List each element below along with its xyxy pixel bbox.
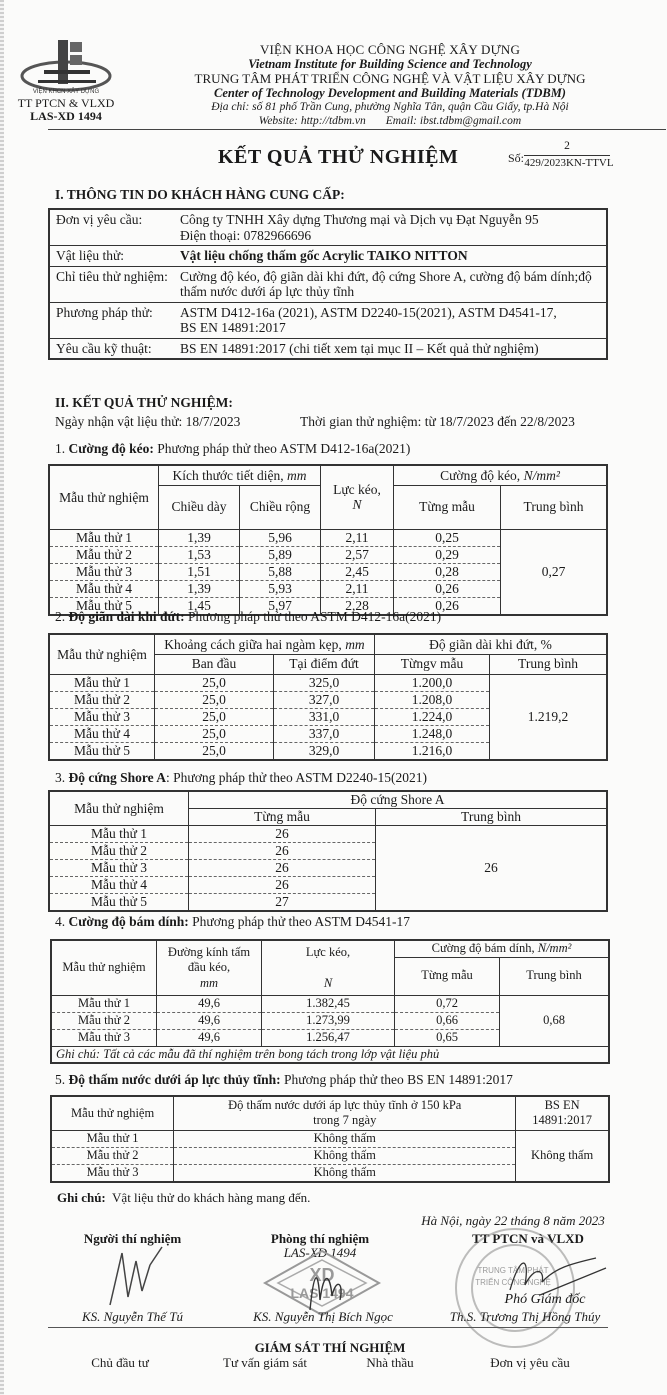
table-cell: 26 [189, 859, 376, 876]
adhesion-table [50, 939, 610, 1064]
table-cell: 25,0 [155, 708, 274, 725]
report-code: 429/2023KN-TTVL [524, 157, 614, 169]
table-cell: 2,28 [321, 597, 394, 615]
table-row [49, 529, 607, 546]
table-cell: Mẫu thử 4 [49, 876, 189, 893]
table-cell: Ban đầu [155, 654, 274, 674]
table-cell: Tại điểm đứt [274, 654, 375, 674]
table-cell: Đường kính tấm đầu kéo, mm [157, 940, 262, 995]
table-cell: 25,0 [155, 674, 274, 691]
place-date: Hà Nội, ngày 22 tháng 8 năm 2023 [421, 1213, 605, 1228]
contact-line [130, 115, 650, 127]
t4-heading: 4. Cường độ bám dính: Phương pháp thử theo ASTM D4541-17 [55, 914, 411, 929]
table-cell: Chiều dày [159, 485, 240, 529]
table-cell: 26 [189, 842, 376, 859]
table-header-row [51, 1046, 609, 1063]
table-cell: Mẫu thử 3 [49, 563, 159, 580]
elongation-table [48, 633, 608, 761]
table-row [51, 995, 609, 1012]
table-cell: Mẫu thử 2 [49, 842, 189, 859]
institute-en: Vietnam Institute for Building Science and Technology [248, 57, 532, 71]
table-cell: 0,26 [394, 580, 501, 597]
average-cell: Không thấm [516, 1130, 609, 1182]
table-cell: Mẫu thử 1 [49, 674, 155, 691]
ibst-logo [18, 38, 114, 96]
table-cell: Mẫu thử nghiệm [49, 634, 155, 674]
stamp-las: LAS 1494 [290, 1285, 354, 1301]
tester-name: KS. Nguyễn Thế Tú [81, 1309, 184, 1324]
table-cell: Trung bình [501, 485, 608, 529]
info-key: Yêu cầu kỹ thuật: [49, 338, 174, 359]
info-value: Công ty TNHH Xây dựng Thương mại và Dịch vụ Đạt Nguyễn 95 Điện thoại: 0782966696 [174, 209, 607, 246]
signature-divider [48, 1327, 608, 1328]
party-client: Đơn vị yêu cầu [490, 1355, 570, 1370]
info-row [49, 302, 607, 338]
table-cell: 25,0 [155, 691, 274, 708]
table-cell: Mẫu thử 3 [51, 1029, 157, 1046]
table-cell: Không thấm [174, 1147, 516, 1164]
table-cell: Mẫu thử 1 [49, 825, 189, 842]
table-cell: 327,0 [274, 691, 375, 708]
logo-caption: VIỆN KHCN XÂY DỰNG [32, 89, 100, 95]
table-cell: Mẫu thử 5 [49, 742, 155, 760]
table-cell: Trung bình [500, 957, 610, 995]
table-cell: Mẫu thử 5 [49, 597, 159, 615]
table-cell: 0,66 [395, 1012, 500, 1029]
table-cell: BS EN 14891:2017 [516, 1096, 609, 1130]
report-no-divider [524, 155, 610, 156]
table-header-row [49, 465, 607, 485]
party-contractor: Nhà thầu [366, 1355, 414, 1370]
table-cell: Không thấm [174, 1130, 516, 1147]
center-vi: TRUNG TÂM PHÁT TRIỂN CÔNG NGHỆ VÀ VẬT LIỆU XÂY DỰNG [194, 71, 586, 86]
table-cell: 1.224,0 [375, 708, 490, 725]
table-cell: 2,45 [321, 563, 394, 580]
table-cell: 1.256,47 [262, 1029, 395, 1046]
table-cell: Độ cứng Shore A [189, 791, 608, 808]
table-cell: Từngv mẫu [375, 654, 490, 674]
table-cell: Mẫu thử nghiệm [51, 940, 157, 995]
tester-role: Người thí nghiệm [83, 1231, 182, 1246]
lab-code-sig: LAS-XD 1494 [283, 1245, 357, 1260]
table-cell: Mẫu thử 2 [49, 546, 159, 563]
table-cell: Trung bình [490, 654, 608, 674]
table-cell: 1.382,45 [262, 995, 395, 1012]
table-header-row [49, 791, 607, 808]
table-cell: Mẫu thử 1 [49, 529, 159, 546]
adhesion-note: Ghi chú: Tất cả các mẫu đã thí nghiệm trên bong tách trong lớp vật liệu phủ [51, 1046, 609, 1063]
table-cell: 2,11 [321, 529, 394, 546]
header-divider [48, 129, 666, 130]
table-cell: 49,6 [157, 995, 262, 1012]
seal-text: TRUNG TÂM PHÁT TRIỂN CÔNG NGHỆ [475, 1266, 551, 1287]
table-cell: Độ thấm nước dưới áp lực thủy tĩnh ở 150 kPa trong 7 ngày [174, 1096, 516, 1130]
info-value: BS EN 14891:2017 (chi tiết xem tại mục II – Kết quả thử nghiệm) [174, 338, 607, 359]
tensile-table [48, 464, 608, 616]
stamp-xd: XD [309, 1265, 335, 1285]
table-cell: Mẫu thử 1 [51, 995, 157, 1012]
supervision-heading: GIÁM SÁT THÍ NGHIỆM [254, 1340, 406, 1355]
info-value: Vật liệu chống thấm gốc Acrylic TAIKO NITTON [174, 246, 607, 267]
average-cell: 1.219,2 [490, 674, 608, 760]
table-cell: 1,39 [159, 580, 240, 597]
client-info-table [48, 208, 608, 360]
table-cell: 49,6 [157, 1012, 262, 1029]
t1-heading: 1. Cường độ kéo: Phương pháp thử theo ASTM D412-16a(2021) [55, 441, 411, 456]
table-cell: Mẫu thử nghiệm [49, 791, 189, 825]
hardness-table [48, 790, 608, 912]
page-number: 2 [564, 140, 570, 152]
average-cell: 0,68 [500, 995, 610, 1046]
info-row [49, 338, 607, 359]
info-key: Phương pháp thử: [49, 302, 174, 338]
table-cell: Mẫu thử 3 [49, 859, 189, 876]
table-cell: 1.248,0 [375, 725, 490, 742]
table-cell: 26 [189, 825, 376, 842]
table-cell: Mẫu thử 2 [49, 691, 155, 708]
table-cell: Mẫu thử 4 [49, 580, 159, 597]
info-row [49, 266, 607, 302]
table-cell: Kích thước tiết diện, mm [159, 465, 321, 485]
table-cell: Không thấm [174, 1164, 516, 1182]
table-cell: 1,45 [159, 597, 240, 615]
table-cell: 329,0 [274, 742, 375, 760]
table-cell: 49,6 [157, 1029, 262, 1046]
info-key: Chỉ tiêu thử nghiệm: [49, 266, 174, 302]
info-value: ASTM D412-16a (2021), ASTM D2240-15(2021), ASTM D4541-17, BS EN 14891:2017 [174, 302, 607, 338]
table-cell: 0,26 [394, 597, 501, 615]
table-cell: Mẫu thử 1 [51, 1130, 174, 1147]
t2-heading: 2. Độ giãn dài khi đứt: Phương pháp thử theo ASTM D412-16a(2021) [55, 609, 442, 624]
test-period: Thời gian thử nghiệm: từ 18/7/2023 đến 22/8/2023 [300, 414, 575, 429]
table-cell: 0,72 [395, 995, 500, 1012]
tester-signature [100, 1245, 170, 1310]
table-cell: 0,28 [394, 563, 501, 580]
lab-code: LAS-XD 1494 [30, 109, 102, 123]
received-date: Ngày nhận vật liệu thử: 18/7/2023 [55, 414, 241, 429]
table-header-row [51, 1096, 609, 1130]
table-cell: 5,89 [240, 546, 321, 563]
table-cell: Cường độ bám dính, N/mm² [395, 940, 610, 957]
table-cell: Mẫu thử 5 [49, 893, 189, 911]
info-row [49, 209, 607, 246]
section2-heading: II. KẾT QUẢ THỬ NGHIỆM: [55, 395, 233, 410]
lab-name: KS. Nguyễn Thị Bích Ngọc [253, 1309, 393, 1324]
table-cell: 1.200,0 [375, 674, 490, 691]
info-key: Đơn vị yêu cầu: [49, 209, 174, 246]
table-cell: Từng mẫu [395, 957, 500, 995]
table-cell: 0,29 [394, 546, 501, 563]
center-en: Center of Technology Development and Building Materials (TDBM) [214, 86, 566, 100]
table-cell: 331,0 [274, 708, 375, 725]
table-header-row [51, 940, 609, 957]
table-cell: 25,0 [155, 742, 274, 760]
table-cell: Mẫu thử 4 [49, 725, 155, 742]
address: Địa chỉ: số 81 phố Trần Cung, phường Nghĩa Tân, quận Cầu Giấy, tp.Hà Nội [211, 101, 569, 113]
table-cell: Từng mẫu [394, 485, 501, 529]
table-cell: 1.216,0 [375, 742, 490, 760]
table-cell: Mẫu thử 3 [49, 708, 155, 725]
lab-signature [300, 1260, 360, 1315]
institute-vi: VIỆN KHOA HỌC CÔNG NGHỆ XÂY DỰNG [259, 42, 521, 57]
table-cell: 25,0 [155, 725, 274, 742]
table-cell: 0,25 [394, 529, 501, 546]
table-cell: 337,0 [274, 725, 375, 742]
center-role: TT PTCN và VLXD [472, 1231, 584, 1246]
table-cell: 1,53 [159, 546, 240, 563]
table-cell: 0,65 [395, 1029, 500, 1046]
info-row [49, 246, 607, 267]
table-cell: 27 [189, 893, 376, 911]
table-cell: 2,11 [321, 580, 394, 597]
center-title: Phó Giám đốc [504, 1292, 586, 1307]
col-sample: Mẫu thử nghiệm [49, 465, 159, 529]
table-cell: Chiều rộng [240, 485, 321, 529]
table-cell: 5,93 [240, 580, 321, 597]
table-cell: Lực kéo, N [321, 465, 394, 529]
table-cell: Trung bình [376, 808, 608, 825]
email-link[interactable]: Email: ibst.tdbm@gmail.com [385, 115, 522, 127]
table-cell: 5,97 [240, 597, 321, 615]
table-cell: 5,96 [240, 529, 321, 546]
table-cell: Mẫu thử 2 [51, 1012, 157, 1029]
info-key: Vật liệu thử: [49, 246, 174, 267]
table-cell: Từng mẫu [189, 808, 376, 825]
table-row [49, 674, 607, 691]
table-cell: 26 [189, 876, 376, 893]
table-cell: Mẫu thử 2 [51, 1147, 174, 1164]
table-cell: 2,57 [321, 546, 394, 563]
table-cell: 325,0 [274, 674, 375, 691]
table-row [49, 825, 607, 842]
table-cell: 5,88 [240, 563, 321, 580]
t3-heading: 3. Độ cứng Shore A: Phương pháp thử theo ASTM D2240-15(2021) [55, 770, 428, 785]
table-cell: Mẫu thử nghiệm [51, 1096, 174, 1130]
average-cell: 0,27 [501, 529, 608, 615]
table-cell: Cường độ kéo, N/mm² [394, 465, 608, 485]
website-link[interactable]: Website: http://tdbm.vn [258, 115, 366, 127]
scan-edge [0, 0, 4, 1395]
info-value: Cường độ kéo, độ giãn dài khi đứt, độ cứng Shore A, cường độ bám dính;độ thấm nước dưới áp lực thủy tĩnh [174, 266, 607, 302]
table-header-row [49, 634, 607, 654]
lab-role: Phòng thí nghiệm [270, 1231, 370, 1246]
party-investor: Chủ đầu tư [91, 1355, 149, 1370]
table-cell: 1,39 [159, 529, 240, 546]
section1-heading: I. THÔNG TIN DO KHÁCH HÀNG CUNG CẤP: [55, 187, 345, 202]
org-short: TT PTCN & VLXD [17, 96, 115, 110]
table-cell: 1.273,99 [262, 1012, 395, 1029]
table-row [51, 1130, 609, 1147]
document-title: KẾT QUẢ THỬ NGHIỆM [218, 146, 459, 168]
party-consultant: Tư vấn giám sát [223, 1355, 307, 1370]
center-name: Th.S. Trương Thị Hồng Thúy [449, 1309, 601, 1324]
average-cell: 26 [376, 825, 608, 911]
report-no-label: Số: [508, 151, 525, 165]
table-cell: Độ giãn dài khi đứt, % [375, 634, 608, 654]
t5-heading: 5. Độ thấm nước dưới áp lực thủy tĩnh: Phương pháp thử theo BS EN 14891:2017 [55, 1072, 513, 1087]
general-note: Ghi chú: Vật liệu thử do khách hàng mang đến. [57, 1190, 311, 1205]
table-cell: Lực kéo, N [262, 940, 395, 995]
table-cell: 1.208,0 [375, 691, 490, 708]
permeability-table [50, 1095, 610, 1183]
table-cell: Mẫu thử 3 [51, 1164, 174, 1182]
table-cell: 1,51 [159, 563, 240, 580]
table-cell: Khoảng cách giữa hai ngàm kẹp, mm [155, 634, 375, 654]
